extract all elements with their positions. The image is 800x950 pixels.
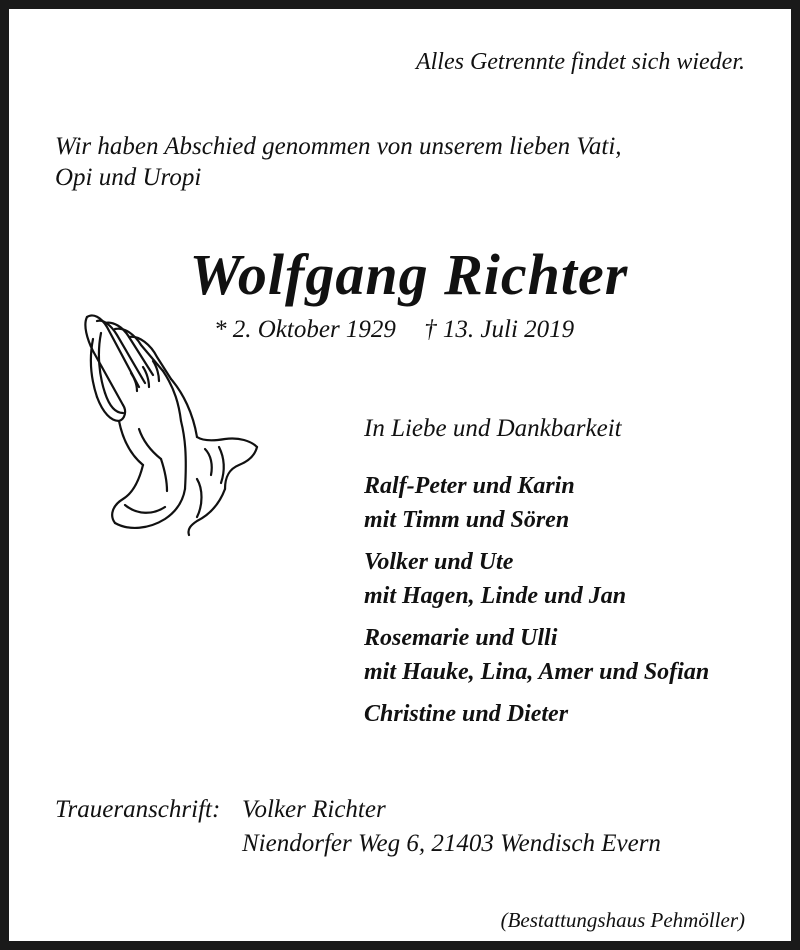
family-children: mit Timm und Sören bbox=[364, 507, 570, 533]
family-children: mit Hagen, Linde und Jan bbox=[364, 583, 627, 609]
thanks-line: In Liebe und Dankbarkeit bbox=[364, 415, 622, 442]
address-street: Niendorfer Weg 6, 21403 Wendisch Evern bbox=[242, 830, 661, 857]
intro-line-1: Wir haben Abschied genommen von unserem lieben Vati, bbox=[55, 133, 622, 160]
family-list bbox=[364, 469, 709, 739]
funeral-home: (Bestattungshaus Pehmöller) bbox=[500, 908, 745, 932]
family-group bbox=[364, 545, 709, 613]
family-names: Ralf-Peter und Karin bbox=[364, 473, 575, 499]
address-name: Volker Richter bbox=[242, 796, 386, 823]
intro-text bbox=[55, 131, 622, 193]
motto: Alles Getrennte findet sich wieder. bbox=[415, 49, 745, 75]
family-names: Rosemarie und Ulli bbox=[364, 625, 558, 651]
family-children: mit Hauke, Lina, Amer und Sofian bbox=[364, 659, 710, 685]
family-group bbox=[364, 469, 709, 537]
deceased-name: Wolfgang Richter bbox=[189, 242, 629, 307]
intro-line-2: Opi und Uropi bbox=[55, 164, 202, 191]
death-date: † 13. Juli 2019 bbox=[424, 316, 575, 343]
family-group bbox=[364, 621, 709, 689]
family-names: Volker und Ute bbox=[364, 549, 514, 575]
address-label: Traueranschrift: bbox=[55, 796, 221, 823]
birth-date: * 2. Oktober 1929 bbox=[214, 316, 396, 343]
family-names: Christine und Dieter bbox=[364, 701, 569, 727]
praying-hands-icon bbox=[79, 309, 261, 537]
family-group bbox=[364, 697, 709, 731]
life-dates bbox=[214, 316, 574, 344]
